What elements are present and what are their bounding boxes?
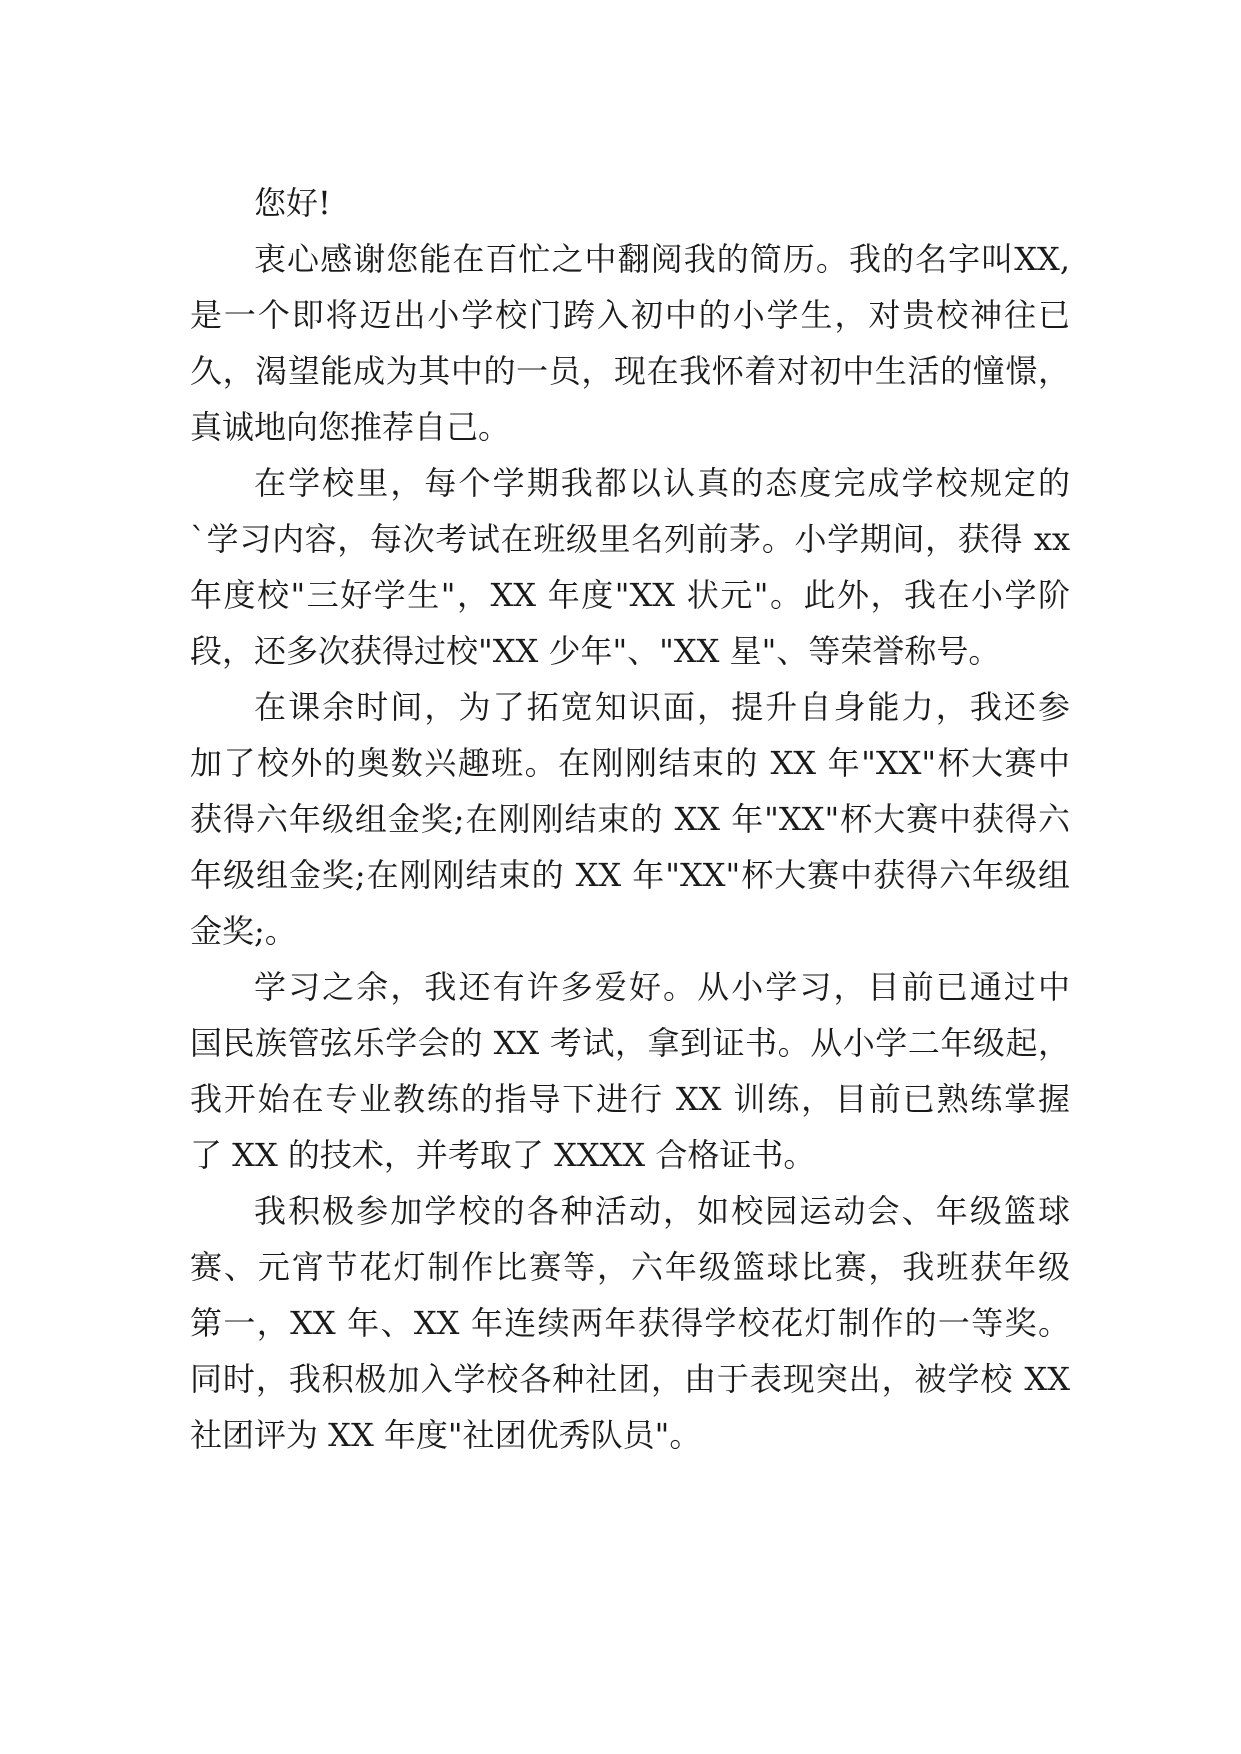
paragraph-line: 获得六年级组金奖;在刚刚结束的 XX 年"XX"杯大赛中获得六 xyxy=(190,800,1070,838)
paragraph-line: 是一个即将迈出小学校门跨入初中的小学生，对贵校神往已 xyxy=(190,296,1070,334)
paragraph-line: 社团评为 XX 年度"社团优秀队员"。 xyxy=(190,1416,702,1454)
paragraph-academics xyxy=(190,455,1070,679)
paragraph-line: 同时，我积极加入学校各种社团，由于表现突出，被学校 XX xyxy=(190,1360,1070,1398)
paragraph-line: 您好! xyxy=(254,184,331,222)
paragraph-line: 年度校"三好学生"，XX 年度"XX 状元"。此外，我在小学阶 xyxy=(190,576,1070,614)
letter-body xyxy=(190,175,1070,1463)
paragraph-hobbies xyxy=(190,959,1070,1183)
paragraph-line: 赛、元宵节花灯制作比赛等，六年级篮球比赛，我班获年级 xyxy=(190,1248,1070,1286)
paragraph-line: 我开始在专业教练的指导下进行 XX 训练，目前已熟练掌握 xyxy=(190,1080,1070,1118)
paragraph-line: 加了校外的奥数兴趣班。在刚刚结束的 XX 年"XX"杯大赛中 xyxy=(190,744,1070,782)
paragraph-line: 金奖;。 xyxy=(190,912,297,950)
paragraph-extracurricular xyxy=(190,679,1070,959)
paragraph-line: 了 XX 的技术，并考取了 XXXX 合格证书。 xyxy=(190,1136,816,1174)
paragraph-line: 段，还多次获得过校"XX 少年"、"XX 星"、等荣誉称号。 xyxy=(190,632,1001,670)
paragraph-line: 学习之余，我还有许多爱好。从小学习，目前已通过中 xyxy=(254,968,1070,1006)
paragraph-introduction xyxy=(190,231,1070,455)
paragraph-line: 久，渴望能成为其中的一员，现在我怀着对初中生活的憧憬， xyxy=(190,352,1070,390)
paragraph-line: `学习内容，每次考试在班级里名列前茅。小学期间，获得 xx xyxy=(190,520,1070,558)
paragraph-line: 国民族管弦乐学会的 XX 考试，拿到证书。从小学二年级起， xyxy=(190,1024,1070,1062)
paragraph-line: 在学校里，每个学期我都以认真的态度完成学校规定的 xyxy=(254,464,1070,502)
paragraph-line: 在课余时间，为了拓宽知识面，提升自身能力，我还参 xyxy=(254,688,1070,726)
paragraph-line: 衷心感谢您能在百忙之中翻阅我的简历。我的名字叫XX, xyxy=(254,240,1070,278)
paragraph-greeting xyxy=(190,175,1070,231)
paragraph-line: 第一，XX 年、XX 年连续两年获得学校花灯制作的一等奖。 xyxy=(190,1304,1070,1342)
paragraph-activities xyxy=(190,1183,1070,1463)
paragraph-line: 我积极参加学校的各种活动，如校园运动会、年级篮球 xyxy=(254,1192,1070,1230)
paragraph-line: 真诚地向您推荐自己。 xyxy=(190,408,511,446)
paragraph-line: 年级组金奖;在刚刚结束的 XX 年"XX"杯大赛中获得六年级组 xyxy=(190,856,1070,894)
